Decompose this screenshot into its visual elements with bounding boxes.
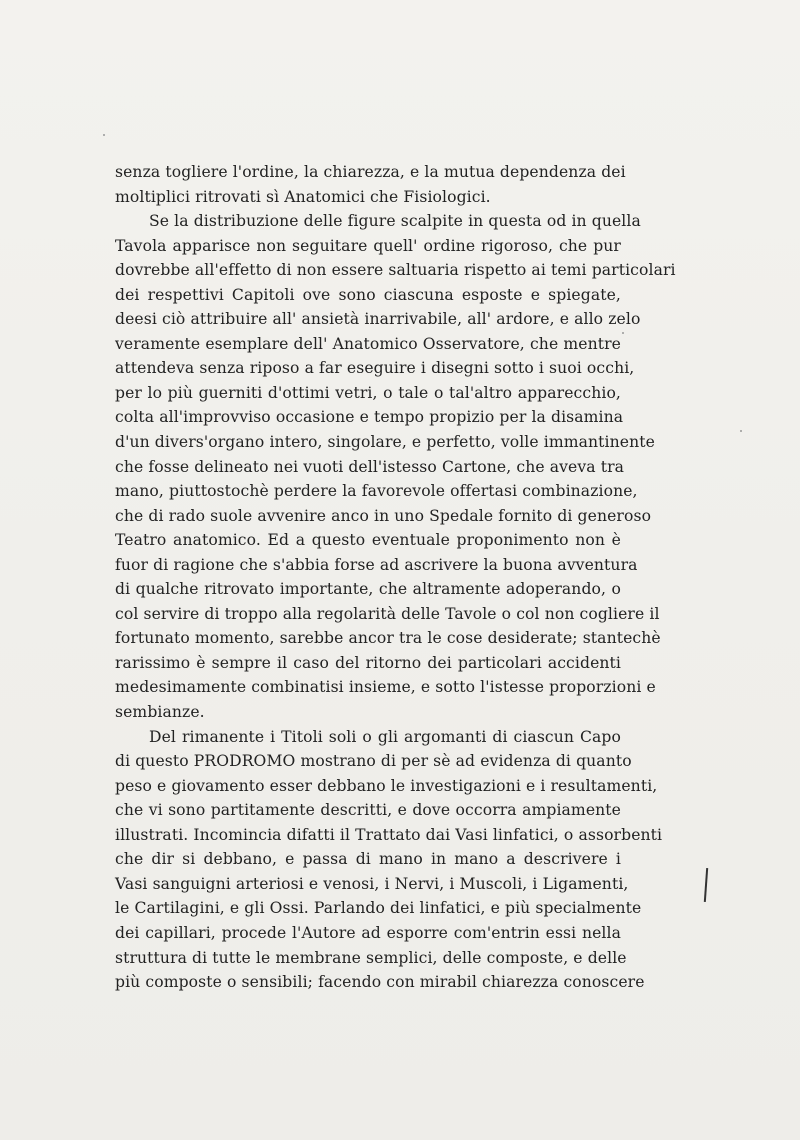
text-line: dei capillari, procede l'Autore ad esporre com'entrin essi nella	[115, 923, 621, 942]
text-line: dovrebbe all'effetto di non essere saltuaria rispetto ai temi particolari	[115, 261, 676, 280]
text-line: d'un divers'organo intero, singolare, e perfetto, volle immantinente	[115, 433, 655, 452]
text-line: che di rado suole avvenire anco in uno Spedale fornito di generoso	[115, 506, 652, 525]
text-line: illustrati. Incomincia difatti il Trattato dai Vasi linfatici, o assorbenti	[115, 825, 663, 844]
body-text	[115, 160, 676, 995]
text-line: Vasi sanguigni arteriosi e venosi, i Nervi, i Muscoli, i Ligamenti,	[115, 874, 629, 893]
paragraph	[115, 209, 676, 724]
text-line: le Cartilagini, e gli Ossi. Parlando dei linfatici, e più specialmente	[115, 899, 642, 918]
text-line: peso e giovamento esser debbano le investigazioni e i resultamenti,	[115, 776, 658, 795]
text-line: Se la distribuzione delle figure scalpite in questa od in quella	[149, 212, 641, 231]
text-line: senza togliere l'ordine, la chiarezza, e la mutua dependenza dei	[115, 163, 626, 181]
text-line: che fosse delineato nei vuoti dell'istesso Cartone, che aveva tra	[115, 457, 625, 476]
text-line: Tavola apparisce non seguitare quell' ordine rigoroso, che pur	[115, 236, 621, 255]
text-line: Teatro anatomico. Ed a questo eventuale proponimento non è	[115, 531, 621, 550]
text-line: struttura di tutte le membrane semplici, delle composte, e delle	[115, 948, 627, 967]
text-line: colta all'improvviso occasione e tempo propizio per la disamina	[115, 408, 624, 427]
text-line: mano, piuttostochè perdere la favorevole offertasi combinazione,	[115, 482, 638, 501]
margin-pencil-mark	[704, 868, 708, 902]
text-line: che dir si debbano, e passa di mano in mano a descrivere i	[115, 850, 621, 869]
text-line: veramente esemplare dell' Anatomico Osservatore, che mentre	[115, 334, 621, 353]
text-line: sembianze.	[115, 703, 205, 722]
text-line: rarissimo è sempre il caso del ritorno dei particolari accidenti	[115, 653, 621, 672]
text-line: deesi ciò attribuire all' ansietà inarrivabile, all' ardore, e allo zelo	[115, 310, 641, 329]
paragraph	[115, 725, 663, 995]
text-line: fortunato momento, sarebbe ancor tra le cose desiderate; stantechè	[115, 629, 661, 648]
paragraph	[115, 160, 626, 209]
text-line: dei respettivi Capitoli ove sono ciascuna esposte e spiegate,	[115, 285, 621, 304]
paper-speck	[622, 332, 624, 334]
text-line: più composte o sensibili; facendo con mirabil chiarezza conoscere	[115, 973, 645, 992]
text-line: Del rimanente i Titoli soli o gli argomanti di ciascun Capo	[149, 727, 621, 746]
text-line: moltiplici ritrovati sì Anatomici che Fisiologici.	[115, 187, 491, 206]
text-line: fuor di ragione che s'abbia forse ad ascrivere la buona avventura	[115, 555, 638, 574]
text-line: di qualche ritrovato importante, che altramente adoperando, o	[115, 580, 621, 599]
text-line: per lo più guerniti d'ottimi vetri, o tale o tal'altro apparecchio,	[115, 383, 621, 402]
text-line: di questo PRODROMO mostrano di per sè ad evidenza di quanto	[115, 752, 632, 771]
text-line: medesimamente combinatisi insieme, e sotto l'istesse proporzioni e	[115, 678, 656, 697]
paper-speck	[740, 430, 742, 432]
text-line: che vi sono partitamente descritti, e dove occorra ampiamente	[115, 801, 621, 820]
text-line: col servire di troppo alla regolarità delle Tavole o col non cogliere il	[115, 604, 660, 623]
text-line: attendeva senza riposo a far eseguire i disegni sotto i suoi occhi,	[115, 359, 635, 378]
paper-speck	[103, 134, 105, 136]
